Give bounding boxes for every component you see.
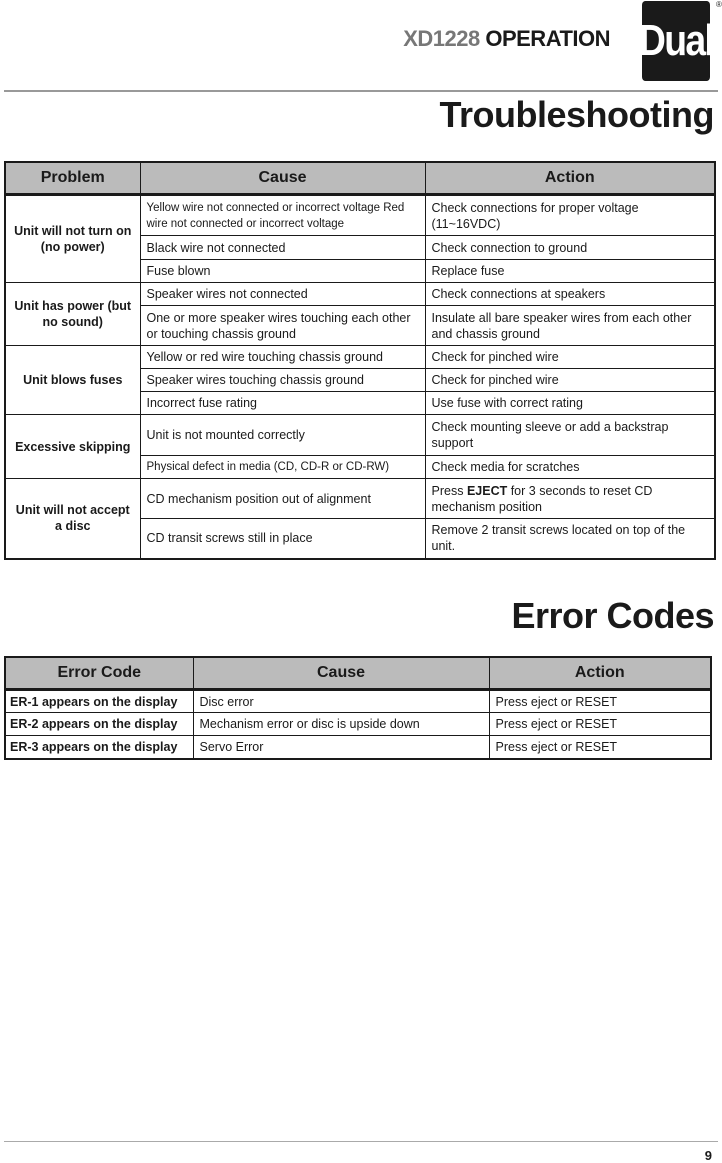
error-code-cell: ER-1 appears on the display bbox=[5, 690, 193, 713]
action-cell: Check connections at speakers bbox=[425, 283, 715, 306]
cause-cell: Unit is not mounted correctly bbox=[140, 415, 425, 456]
table-header-row bbox=[5, 162, 715, 195]
col-header-cause: Cause bbox=[193, 657, 489, 690]
table-row bbox=[5, 690, 711, 713]
action-cell bbox=[425, 479, 715, 519]
col-header-problem: Problem bbox=[5, 162, 140, 195]
action-cell: Replace fuse bbox=[425, 260, 715, 283]
cause-cell: Speaker wires not connected bbox=[140, 283, 425, 306]
table-row bbox=[5, 283, 715, 306]
registered-mark: ® bbox=[716, 0, 722, 9]
cause-cell: Disc error bbox=[193, 690, 489, 713]
table-header-row bbox=[5, 657, 711, 690]
action-cell: Press eject or RESET bbox=[489, 736, 711, 759]
problem-cell: Unit has power (but no sound) bbox=[5, 283, 140, 346]
cause-cell: CD transit screws still in place bbox=[140, 519, 425, 559]
table-row bbox=[5, 713, 711, 736]
page-number: 9 bbox=[704, 1148, 712, 1163]
cause-cell: Servo Error bbox=[193, 736, 489, 759]
cause-cell: Fuse blown bbox=[140, 260, 425, 283]
action-cell: Check connection to ground bbox=[425, 236, 715, 260]
section-name: OPERATION bbox=[485, 26, 610, 51]
error-code-cell: ER-3 appears on the display bbox=[5, 736, 193, 759]
cause-cell: Incorrect fuse rating bbox=[140, 392, 425, 415]
cause-cell: Mechanism error or disc is upside down bbox=[193, 713, 489, 736]
troubleshooting-table bbox=[4, 161, 716, 560]
error-codes-title: Error Codes bbox=[511, 595, 714, 636]
problem-cell: Unit blows fuses bbox=[5, 346, 140, 415]
action-cell: Press eject or RESET bbox=[489, 690, 711, 713]
footer-divider bbox=[4, 1141, 718, 1142]
model-name: XD1228 bbox=[403, 26, 480, 51]
action-prefix: Press bbox=[431, 483, 467, 498]
cause-cell: Black wire not connected bbox=[140, 236, 425, 260]
troubleshooting-title: Troubleshooting bbox=[439, 94, 714, 135]
header-divider bbox=[4, 90, 718, 92]
col-header-cause: Cause bbox=[140, 162, 425, 195]
table-row bbox=[5, 479, 715, 519]
cause-cell: Yellow wire not connected or incorrect voltage Red wire not connected or incorrect voltage bbox=[140, 195, 425, 236]
cause-cell: Yellow or red wire touching chassis ground bbox=[140, 346, 425, 369]
table-row bbox=[5, 346, 715, 369]
problem-cell: Unit will not accept a disc bbox=[5, 479, 140, 559]
action-cell: Check for pinched wire bbox=[425, 369, 715, 392]
problem-cell: Unit will not turn on (no power) bbox=[5, 195, 140, 283]
dual-logo: Dual bbox=[642, 1, 710, 81]
col-header-error-code: Error Code bbox=[5, 657, 193, 690]
action-cell: Check for pinched wire bbox=[425, 346, 715, 369]
eject-label: EJECT bbox=[466, 483, 508, 498]
action-suffix: for 3 seconds to reset CD mechanism position bbox=[431, 483, 653, 514]
problem-cell: Excessive skipping bbox=[5, 415, 140, 479]
cause-cell: One or more speaker wires touching each other or touching chassis ground bbox=[140, 306, 425, 346]
table-row bbox=[5, 736, 711, 759]
action-cell: Check connections for proper voltage (11~16VDC) bbox=[425, 195, 715, 236]
col-header-action: Action bbox=[425, 162, 715, 195]
page-header bbox=[403, 26, 610, 52]
action-cell: Insulate all bare speaker wires from each other and chassis ground bbox=[425, 306, 715, 346]
cause-cell: Physical defect in media (CD, CD-R or CD-RW) bbox=[140, 456, 425, 479]
action-cell: Press eject or RESET bbox=[489, 713, 711, 736]
table-row bbox=[5, 415, 715, 456]
action-cell: Check media for scratches bbox=[425, 456, 715, 479]
action-cell: Use fuse with correct rating bbox=[425, 392, 715, 415]
table-row bbox=[5, 195, 715, 236]
cause-cell: CD mechanism position out of alignment bbox=[140, 479, 425, 519]
col-header-action: Action bbox=[489, 657, 711, 690]
error-codes-table bbox=[4, 656, 712, 760]
cause-cell: Speaker wires touching chassis ground bbox=[140, 369, 425, 392]
error-code-cell: ER-2 appears on the display bbox=[5, 713, 193, 736]
action-cell: Check mounting sleeve or add a backstrap support bbox=[425, 415, 715, 456]
action-cell: Remove 2 transit screws located on top of the unit. bbox=[425, 519, 715, 559]
